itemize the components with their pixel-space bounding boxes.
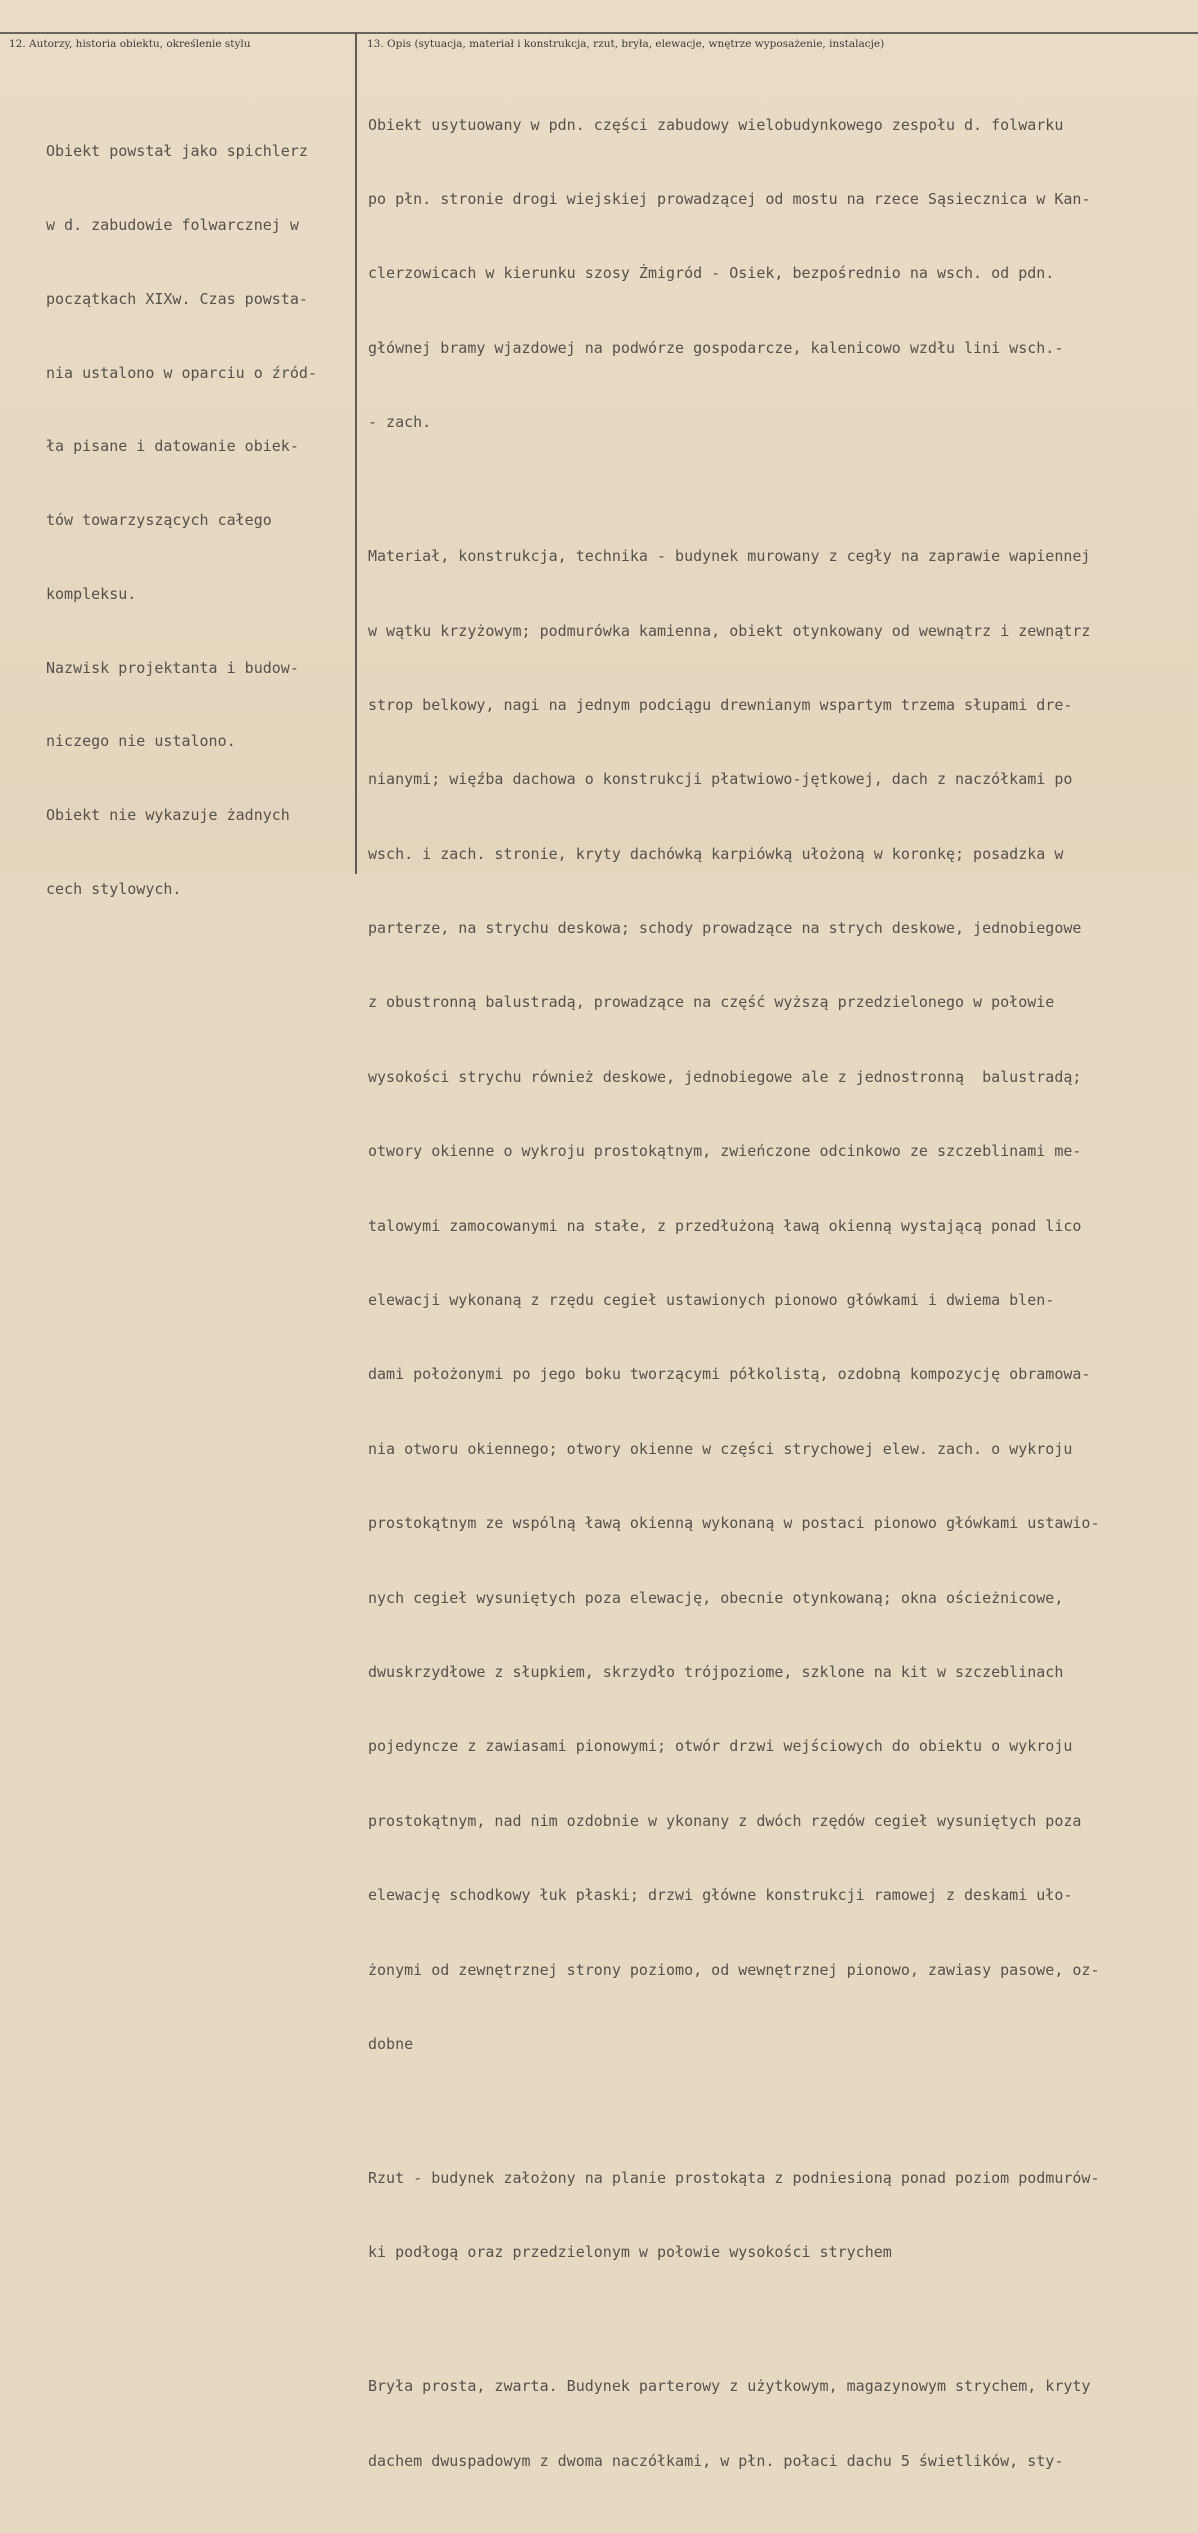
section-12-header: 12. Autorzy, historia obiektu, określenie stylu	[9, 38, 251, 50]
text-line: ła pisane i datowanie obiek-	[46, 437, 299, 456]
description-text	[368, 63, 1194, 2533]
text-line: początkach XIXw. Czas powsta-	[46, 289, 308, 308]
text-line: nianymi; więźba dachowa o konstrukcji płatwiowo-jętkowej, dach z naczółkami po	[368, 770, 1073, 789]
text-line: tów towarzyszących całego	[46, 511, 272, 530]
text-line: nych cegieł wysuniętych poza elewację, obecnie otynkowaną; okna ościeżnicowe,	[368, 1588, 1064, 1607]
text-line: żonymi od zewnętrznej strony poziomo, od wewnętrznej pionowo, zawiasy pasowe, oz-	[368, 1960, 1100, 1979]
text-line: Materiał, konstrukcja, technika - budynek murowany z cegły na zaprawie wapiennej	[368, 547, 1091, 566]
text-line: kompleksu.	[46, 584, 137, 603]
text-line: wsch. i zach. stronie, kryty dachówką karpiówką ułożoną w koronkę; posadzka w	[368, 844, 1064, 863]
authors-history-text	[46, 90, 351, 951]
text-line: elewacji wykonaną z rzędu cegieł ustawionych pionowo główkami i dwiema blen-	[368, 1291, 1055, 1310]
header-rule	[0, 32, 1198, 34]
text-line: Bryła prosta, zwarta. Budynek parterowy z użytkowym, magazynowym strychem, kryty	[368, 2377, 1091, 2396]
text-line: w d. zabudowie folwarcznej w	[46, 215, 299, 234]
text-line: parterze, na strychu deskowa; schody prowadzące na strych deskowe, jednobiegowe	[368, 919, 1082, 938]
text-line: niczego nie ustalono.	[46, 732, 236, 751]
text-line: głównej bramy wjazdowej na podwórze gospodarcze, kalenicowo wzdłu lini wsch.-	[368, 338, 1064, 357]
text-line: dami położonymi po jego boku tworzącymi półkolistą, ozdobną kompozycję obramowa-	[368, 1365, 1091, 1384]
location-paragraph	[368, 63, 1194, 485]
massing-paragraph	[368, 2325, 1194, 2523]
text-line: dobne	[368, 2034, 414, 2053]
text-line: dwuskrzydłowe z słupkiem, skrzydło trójpoziome, szklone na kit w szczeblinach	[368, 1663, 1064, 1681]
text-line: pojedyncze z zawiasami pionowymi; otwór drzwi wejściowych do obiektu o wykroju	[368, 1737, 1073, 1756]
text-line: Rzut - budynek założony na planie prostokąta z podniesioną ponad poziom podmurów-	[368, 2168, 1100, 2187]
text-line: clerzowicach w kierunku szosy Żmigród - Osiek, bezpośrednio na wsch. od pdn.	[368, 264, 1055, 283]
text-line: w wątku krzyżowym; podmurówka kamienna, obiekt otynkowany od wewnątrz i zewnątrz	[368, 621, 1091, 640]
text-line: nia otworu okiennego; otwory okienne w części strychowej elew. zach. o wykroju	[368, 1439, 1073, 1458]
text-line: otwory okienne o wykroju prostokątnym, zwieńczone odcinkowo ze szczeblinami me-	[368, 1142, 1082, 1161]
column-divider	[355, 32, 357, 874]
text-line: Obiekt nie wykazuje żadnych	[46, 806, 290, 825]
plan-paragraph	[368, 2116, 1194, 2314]
section-13-header: 13. Opis (sytuacja, materiał i konstrukcja, rzut, bryła, elewacje, wnętrze wyposażenie, instalacje)	[367, 38, 885, 50]
text-line: strop belkowy, nagi na jednym podciągu drewnianym wspartym trzema słupami dre-	[368, 695, 1073, 714]
text-line: z obustronną balustradą, prowadzące na część wyższą przedzielonego w połowie	[368, 993, 1055, 1012]
text-line: Nazwisk projektanta i budow-	[46, 658, 299, 677]
text-line: po płn. stronie drogi wiejskiej prowadzącej od mostu na rzece Sąsiecznica w Kan-	[368, 189, 1091, 208]
material-construction-paragraph	[368, 495, 1194, 2107]
text-line: wysokości strychu również deskowe, jednobiegowe ale z jednostronną balustradą;	[368, 1067, 1082, 1086]
text-line: talowymi zamocowanymi na stałe, z przedłużoną ławą okienną wystającą ponad lico	[368, 1216, 1082, 1235]
text-line: prostokątnym, nad nim ozdobnie w ykonany z dwóch rzędów cegieł wysuniętych poza	[368, 1811, 1082, 1830]
text-line: dachem dwuspadowym z dwoma naczółkami, w płn. połaci dachu 5 świetlików, sty-	[368, 2451, 1064, 2470]
text-line: - zach.	[368, 413, 432, 432]
text-line: nia ustalono w oparciu o źród-	[46, 363, 317, 382]
text-line: Obiekt powstał jako spichlerz	[46, 142, 308, 161]
text-line: elewację schodkowy łuk płaski; drzwi główne konstrukcji ramowej z deskami uło-	[368, 1886, 1073, 1905]
text-line: Obiekt usytuowany w pdn. części zabudowy wielobudynkowego zespołu d. folwarku	[368, 115, 1064, 134]
text-line: cech stylowych.	[46, 880, 182, 898]
text-line: ki podłogą oraz przedzielonym w połowie wysokości strychem	[368, 2243, 892, 2262]
text-line: prostokątnym ze wspólną ławą okienną wykonaną w postaci pionowo główkami ustawio-	[368, 1514, 1100, 1533]
